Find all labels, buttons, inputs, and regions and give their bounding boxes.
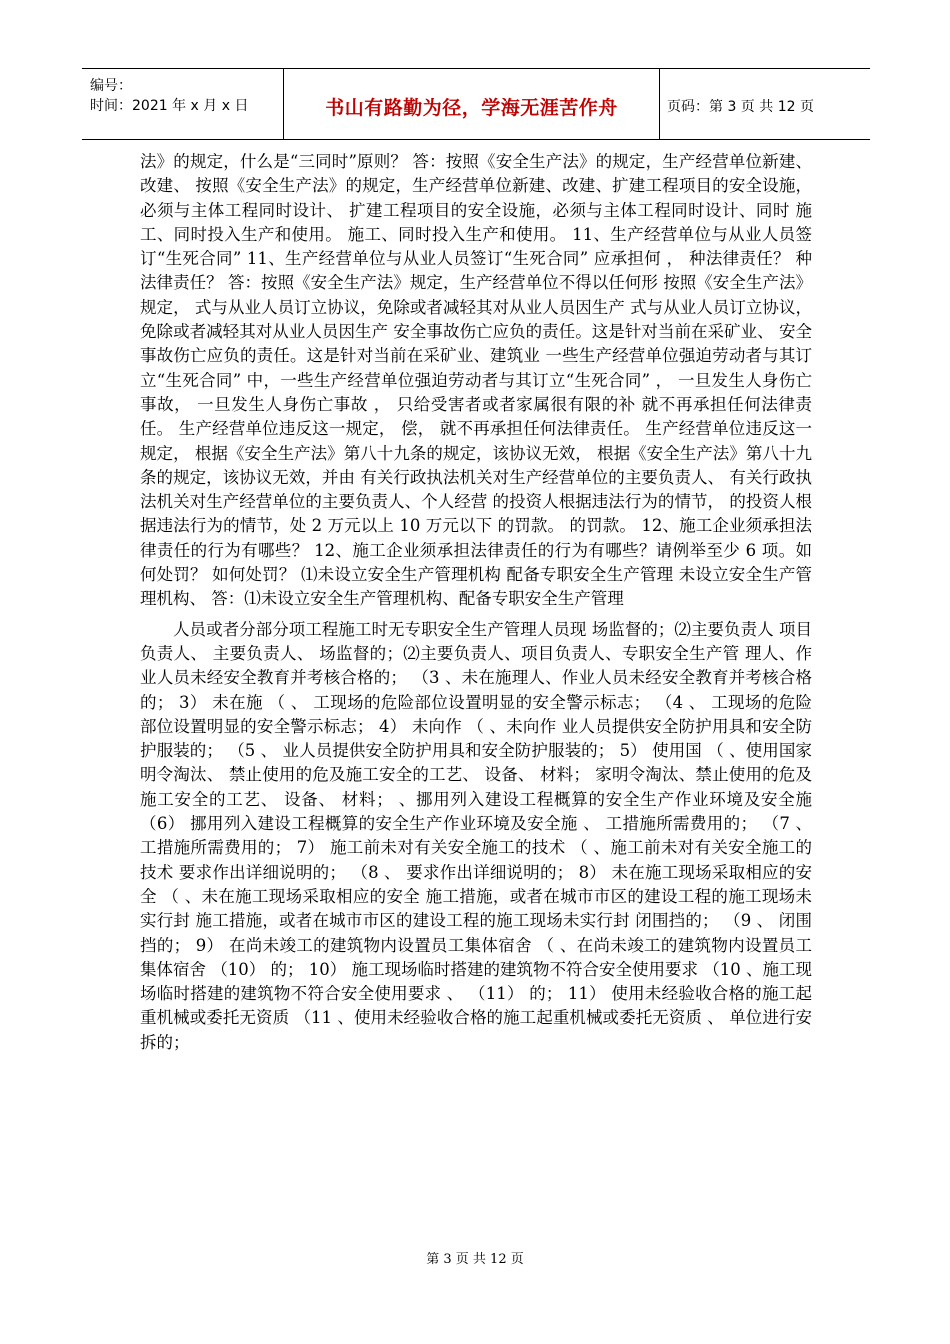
header-motto: 书山有路勤为径，学海无涯苦作舟: [325, 97, 618, 119]
page-header: [82, 68, 870, 140]
header-page-number: 页码：第 3 页 共 12 页: [667, 99, 814, 115]
document-body: [140, 150, 812, 1055]
body-paragraph-2: 人员或者分部分项工程施工时无专职安全生产管理人员现 场监督的；⑵主要负责人 项目负责人、 主要负责人、 场监督的；⑵主要负责人、项目负责人、专职安全生产管 理人、作业人员未经安全教育并考核合格的； （3 、未在施理人、作业人员未经安全教育并考核合格的； 3） 未在施 （ 、 工现场的危险部位设置明显的安全警示标志； （4 、 工现场的危险部位设置明显的安全警示标志； 4） 未向作 （ 、未向作 业人员提供安全防护用具和安全防护服装的； （5 、 业人员提供安全防护用具和安全防护服装的； 5） 使用国 （ 、使用国家明令淘汰、 禁止使用的危及施工安全的工艺、 设备、 材料； 家明令淘汰、禁止使用的危及施工安全的工艺、 设备、 材料； 、挪用列入建设工程概算的安全生产作业环境及安全施 （6） 挪用列入建设工程概算的安全生产作业环境及安全施 、 工措施所需费用的； （7 、 工措施所需费用的； 7） 施工前未对有关安全施工的技术 （ 、施工前未对有关安全施工的技术 要求作出详细说明的； （8 、 要求作出详细说明的； 8） 未在施工现场采取相应的安全 （ 、未在施工现场采取相应的安全 施工措施，或者在城市市区的建设工程的施工现场未实行封 施工措施，或者在城市市区的建设工程的施工现场未实行封 闭围挡的； （9 、 闭围挡的； 9） 在尚未竣工的建筑物内设置员工集体宿舍 （ 、在尚未竣工的建筑物内设置员工集体宿舍 （10） 的； 10） 施工现场临时搭建的建筑物不符合安全使用要求 （10 、施工现场临时搭建的建筑物不符合安全使用要求 、 （11） 的； 11） 使用未经验收合格的施工起重机械或委托无资质 （11 、使用未经验收合格的施工起重机械或委托无资质 、 单位进行安拆的；: [140, 619, 812, 1052]
header-page-cell: [659, 69, 870, 139]
header-motto-cell: [283, 69, 660, 139]
body-paragraph-1: 法》的规定，什么是“三同时”原则？ 答：按照《安全生产法》的规定，生产经营单位新建、改建、 按照《安全生产法》的规定，生产经营单位新建、改建、扩建工程项目的安全设施，必须与主体工程同时设计、 扩建工程项目的安全设施，必须与主体工程同时设计、同时 施工、同时投入生产和使用。 施工、同时投入生产和使用。 11、生产经营单位与从业人员签订“生死合同” 11、生产经营单位与从业人员签订“生死合同” 应承担何 ， 种法律责任？ 种法律责任？ 答：按照《安全生产法》规定，生产经营单位不得以任何形 按照《安全生产法》规定， 式与从业人员订立协议，免除或者减轻其对从业人员因生产 式与从业人员订立协议，免除或者减轻其对从业人员因生产 安全事故伤亡应负的责任。这是针对当前在采矿业、 安全事故伤亡应负的责任。这是针对当前在采矿业、建筑业 一些生产经营单位强迫劳动者与其订立“生死合同” 中，一些生产经营单位强迫劳动者与其订立“生死合同” ， 一旦发生人身伤亡事故， 一旦发生人身伤亡事故 ， 只给受害者或者家属很有限的补 就不再承担任何法律责任。 生产经营单位违反这一规定， 偿， 就不再承担任何法律责任。 生产经营单位违反这一规定， 根据《安全生产法》第八十九条的规定，该协议无效， 根据《安全生产法》第八十九条的规定，该协议无效，并由 有关行政执法机关对生产经营单位的主要负责人、 有关行政执法机关对生产经营单位的主要负责人、个人经营 的投资人根据违法行为的情节， 的投资人根据违法行为的情节，处 2 万元以上 10 万元以下 的罚款。 的罚款。 12、施工企业须承担法律责任的行为有哪些？ 12、施工企业须承担法律责任的行为有哪些？请例举至少 6 项。如何处罚？ 如何处罚？ ⑴未设立安全生产管理机构 配备专职安全生产管理 未设立安全生产管理机构、 答：⑴未设立安全生产管理机构、配备专职安全生产管理: [140, 152, 812, 609]
header-meta-cell: [82, 69, 282, 139]
page-footer: 第 3 页 共 12 页: [426, 1252, 524, 1267]
doc-code-label: 编号：: [90, 78, 132, 94]
doc-time-label: 时间：2021 年 x 月 x 日: [90, 98, 249, 114]
